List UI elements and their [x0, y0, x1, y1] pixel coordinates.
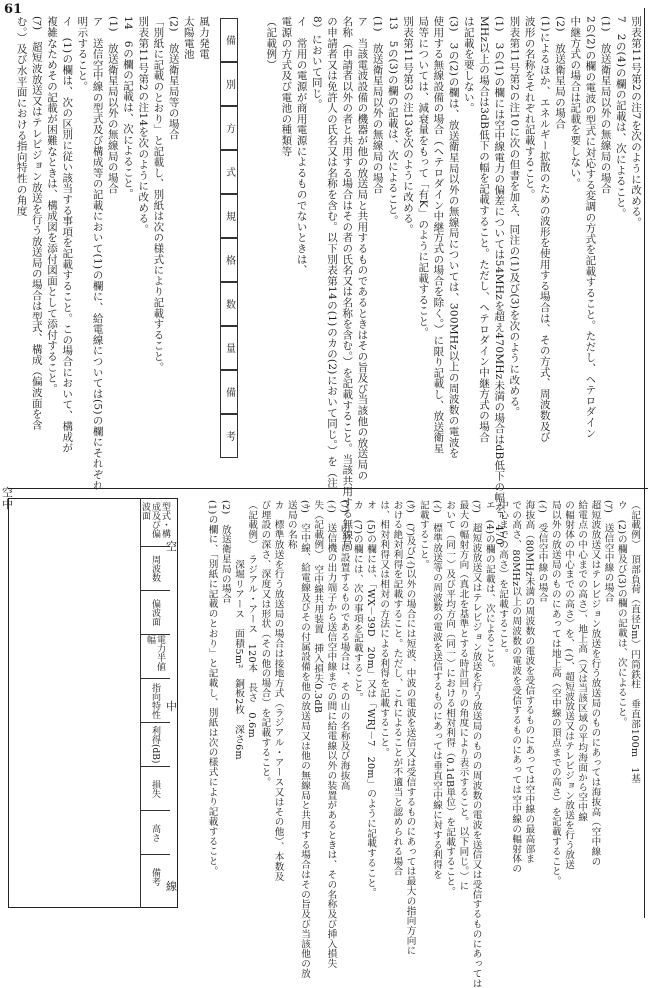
lower-line: 深堀リアース 面積5m² 銅板2枚 深さ6m	[233, 500, 244, 760]
lower-line: ウ (2)の欄及び(3)の欄の記載は、次によること。	[615, 500, 627, 727]
upper-form-header-cell: 備	[220, 370, 238, 414]
upper-form-header-cell: 格	[220, 238, 238, 282]
lower-line: (ｱ) 山上に設置するものである場合は、その山の名称及び海抜高	[338, 500, 350, 791]
lower-form-column-header: 指向特性	[140, 678, 170, 722]
lower-form-group-label: 中	[166, 700, 177, 713]
upper-line: 名称（申請者以外の者と共用する場合はその者の氏名又は名称を含む。）を記載すること。当該共用する無線局	[341, 16, 354, 551]
lower-form-column-header: 備考	[140, 854, 170, 898]
upper-line: 2の(2)の欄の電波の型式に対応する変調の方式を記載すること。ただし、ヘテロダイン	[584, 16, 597, 439]
upper-line: 波形の名称をそれぞれ記載すること。	[523, 16, 536, 200]
upper-line: (3) 3の(2)の欄は、放送衛星局以外の無線局については、300MHz以上の周波数の電波を	[447, 16, 460, 459]
lower-form-group-label: 空	[166, 540, 177, 553]
upper-line: 局等については、減衰量をもって「有K」のように記載すること。	[417, 16, 430, 338]
lower-form-corner-label: 中	[2, 498, 13, 511]
lower-line: (ｲ) 受信空中線の場合	[536, 500, 548, 603]
upper-line: (1) 放送衛星局以外の無線局の場合	[106, 16, 119, 194]
upper-form-header-cell: 別	[220, 62, 238, 106]
upper-form-header-cell: 考	[220, 414, 238, 458]
lower-line: おいて（同一）及び平均方向（同一）における相対利得（0.1dB単位）を記載すること。	[444, 500, 456, 897]
lower-form-column-header: 電力半値幅	[140, 634, 170, 678]
upper-line: 電源の方式及び電池の種類等	[280, 16, 293, 157]
lower-form-top-label: 空	[2, 486, 13, 499]
lower-line: カ 標準放送を行う放送局の場合は接地方式（ラジアル・アース又はその他）、本数及	[272, 500, 284, 882]
upper-form-table	[220, 18, 238, 458]
upper-line: 中継方式の場合は記載を要しない。	[569, 16, 582, 189]
upper-line: （記載例）	[265, 16, 278, 70]
lower-form-column-header: 周波数	[140, 546, 170, 590]
lower-line: （記載例） 頂部負荷（直径5m）円筒鉄柱 垂直部100m 1基	[629, 500, 640, 784]
right-margin-rule	[644, 8, 645, 918]
upper-form-header-cell: 備	[220, 18, 238, 62]
lower-form-header-rule	[140, 498, 141, 908]
upper-line: 13 5の(3)の欄の記載は、次によること。	[386, 16, 399, 226]
lower-form-column-header: 損失	[140, 766, 170, 810]
upper-line: (2) 放送衛星局等の場合	[167, 16, 180, 140]
upper-line: 明示すること。	[76, 16, 89, 92]
lower-form-group-label: 線	[166, 880, 177, 893]
upper-line: (2) 放送衛星局の場合	[554, 16, 566, 129]
upper-line: ア 送信空中線の型式及び構成等の記載において(1)の欄に、給電線については(5)の欄にそれぞれ	[91, 16, 104, 491]
lower-line: 最大の輻射方向（真北を基準とする時計回りの角度により表示すること。以下同じ。）に	[457, 500, 469, 892]
lower-form-column-header: 偏波面	[140, 590, 170, 634]
upper-line: は記載を要しない。	[462, 16, 475, 114]
upper-form-header-cell: 式	[220, 150, 238, 194]
upper-line: (ｱ) 超短波放送又はテレビジョン放送を行う放送局の場合は型式、構成（偏波面を含	[30, 16, 43, 430]
lower-line: オ (5)の欄には、「WX－39D 20m」又は「WRJ－7 20m」のように記載すること。	[365, 500, 376, 898]
upper-form-header-cell: 規	[220, 194, 238, 238]
upper-line: (1)によるほか、エネルギー拡散のための波形を使用する場合は、その方式、周波数及び	[538, 16, 551, 443]
upper-line: 複雑なためその記載が困難なときは、構成図を添付図面として添付すること。	[46, 16, 58, 394]
lower-line: (ｲ) 送信機の出力端子から送信空中線までの間に給電線以外の装置があるときは、その名称及び挿入損失	[325, 500, 337, 969]
lower-form-column-header: 高さ	[140, 810, 170, 854]
lower-line: カ (7)の欄には、次の事項を記載すること。	[351, 500, 363, 703]
upper-line: 別表第11号第2の注10に次の但書を加え、同注の(1)及び(3)を次のように改める。	[508, 16, 521, 418]
lower-line: (ｲ) 標準放送等の周波数の電波を送信するものにあっては垂直空中線に対する利得を	[431, 500, 442, 880]
upper-line: (1) 放送衛星局以外の無線局の場合	[371, 16, 384, 194]
upper-line: 太陽電池	[182, 16, 195, 60]
lower-form-column-header: 型式・構成及び偏波面	[140, 502, 170, 538]
upper-line: 別表第11号第2の注7を次のように改める。	[630, 16, 642, 228]
lower-line: 超短波放送又はテレビジョン放送を行う放送局のものにあっては海抜高（空中線の	[589, 500, 601, 867]
lower-line: (ｱ) 送信空中線の場合	[602, 500, 614, 603]
lower-line: は、相対利得又は相対の方法による利得を記載すること。	[378, 500, 390, 758]
upper-form-header-cell: 量	[220, 326, 238, 370]
lower-line: 記載すること。	[417, 500, 429, 570]
upper-line: 14 6の欄の記載は、次によること。	[122, 16, 134, 199]
upper-line: (1) 放送衛星局以外の無線局の場合	[599, 16, 612, 194]
lower-form-column-header: 利得(dB)	[140, 722, 170, 766]
upper-line: 別表第11号第2の注14を次のように改める。	[137, 16, 150, 235]
upper-form-header-cell: 数	[220, 282, 238, 326]
lower-line: おける絶対利得を記載すること。ただし、これによることが不適当と認められる場合	[391, 500, 403, 877]
lower-line: び埋設の深さ、深度又は形状（その他の場合）を記載すること。	[259, 500, 271, 788]
upper-line: イ 常用の電源が商用電源によるものでないときは、	[295, 16, 308, 276]
lower-line: （記載例） ラジアル・アース 120本 長さ 0.6m	[246, 500, 258, 738]
upper-line: (1) 3の(1)の欄には空中線電力の偏差については54MHzを超え470MHz未満の場合はdB低下の幅を、470	[493, 16, 506, 546]
upper-line: MHz以上の場合は3dB低下の幅を記載すること。ただし、ヘテロダイン中継方式の場合	[478, 16, 490, 443]
upper-line: む。）及び水平面における指向特性の角度	[15, 16, 28, 216]
lower-section	[0, 486, 653, 988]
upper-line: 7 2の(4)の欄の記載は、次によること。	[614, 16, 627, 219]
section-divider	[8, 488, 648, 489]
lower-line: 海抜高（80MHz未満の周波数の電波を受信するものにあっては空中線の最高部ま	[523, 500, 535, 864]
lower-line: (ｳ) 空中線、給電線及びその付属設備を他の放送局又は他の無線局と共用する場合はその旨及び当該他の放	[299, 500, 310, 979]
upper-line: 風力発電	[198, 16, 210, 60]
page-marker: 61	[4, 2, 23, 17]
lower-form-table	[2, 486, 178, 908]
lower-line: 送局の名称	[285, 500, 297, 550]
upper-line: ア 当該電波設備の機器が他の放送局と共用するものであるときはその旨及び当該他の放送局の	[356, 16, 369, 481]
upper-line: イ (1)の欄は、次の区別に従い該当する事項を記載すること。この場合において、構成が	[61, 16, 74, 453]
lower-line: (2) 放送衛星局の場合	[219, 500, 231, 604]
upper-line: 「別紙に記載のとおり」と記載し、別紙は次の様式により記載すること。	[152, 16, 165, 373]
upper-line: 使用する無線設備の場合（ヘテロダイン中継方式の場合を除く。）に限り記載し、放送衛星	[432, 16, 445, 454]
lower-line: 中心までの高さ）を記載すること。	[497, 500, 508, 659]
upper-line: の申請者又は免許人の氏名又は名称を含む。以下別表第14の(1)のカの(2)において同じ。）を（注	[326, 16, 338, 489]
lower-line: 局以外の放送局のものにあっては地上高（空中線の頂点までの高さ）を記載すること。	[549, 500, 561, 887]
lower-line: (ｱ) 超短波放送又はテレビジョン放送を行う放送局のものの周波数の電波を送信又は受信するものにあっては	[470, 500, 482, 988]
upper-line: 8）において同じ。	[310, 16, 323, 110]
lower-line: の輻射体の中心までの高さ）を、(ｲ)、超短波放送又はテレビジョン放送を行う放送	[563, 500, 574, 870]
lower-line: 給電点の中心までの高さ）、地上高（又は当該区域の平均海面から空中線	[576, 500, 588, 822]
lower-line: (1)の欄に、「別紙に記載のとおり」と記載し、別紙は次の様式により記載すること。	[206, 500, 218, 876]
upper-line: 別表第11号第3の注13を次のように改める。	[402, 16, 414, 235]
lower-line: (ｳ) (ｱ)及び(ｲ)以外の場合には短波、中波の電波を送信又は受信するものにあっては最大の指向方向に	[404, 500, 416, 956]
upper-form-header-cell: 方	[220, 106, 238, 150]
lower-line: エ (4)の欄の記載は、次によること。	[483, 500, 495, 673]
lower-line: での高さ、80MHz以上の周波数の電波を受信するものにあっては空中線の輻射体の	[510, 500, 522, 874]
lower-line: 失（記載例） 空中線共用装置 挿入損失0.3dB	[312, 500, 324, 714]
